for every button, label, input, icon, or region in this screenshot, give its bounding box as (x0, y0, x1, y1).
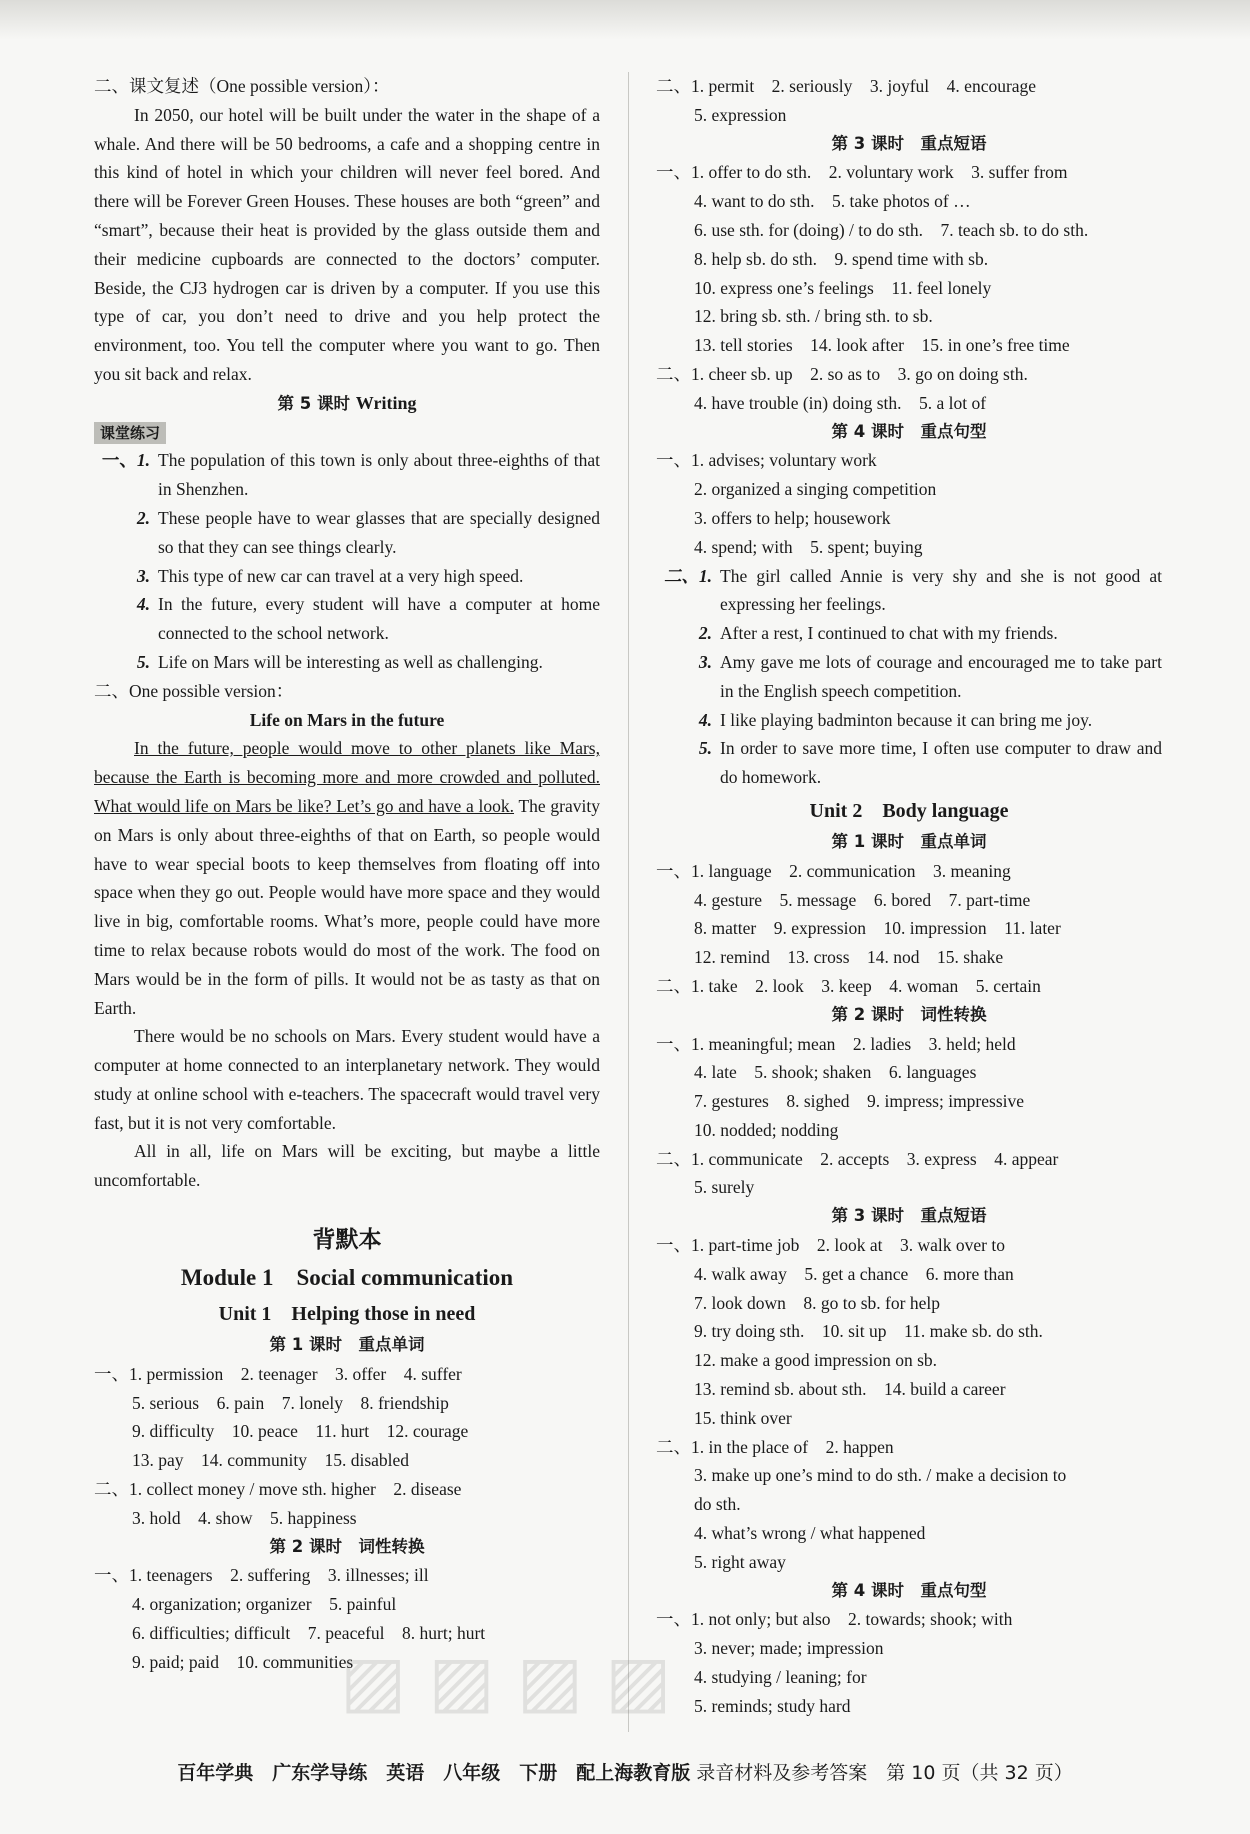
lesson-heading (94, 389, 600, 418)
book-title: 背默本 (312, 1227, 382, 1253)
essay-paragraph (94, 734, 600, 1022)
answer-line: 4. have trouble (in) doing sth. 5. a lot of (694, 392, 987, 413)
answer-line: 9. try doing sth. 10. sit up 11. make sb. do sth. (694, 1321, 1043, 1342)
answer-line: 4. walk away 5. get a chance 6. more than (694, 1263, 1014, 1284)
essay-paragraph: All in all, life on Mars will be exciting, but maybe a little uncomfortable. (94, 1141, 600, 1191)
answer-line: 6. difficulties; difficult 7. peaceful 8. hurt; hurt (132, 1623, 486, 1644)
practice-tag: 课堂练习 (94, 422, 166, 444)
list-item (656, 619, 1162, 648)
lesson-number: 第 5 课时 (277, 393, 351, 413)
answer-block (656, 1231, 1162, 1577)
sentence-list (656, 562, 1162, 792)
section-heading: 二、One possible version： (94, 680, 294, 701)
item-text: Life on Mars will be interesting as well as challenging. (158, 651, 543, 672)
lesson-heading: 第 4 课时 重点句型 (831, 421, 987, 441)
answer-line: 一、1. offer to do sth. 2. voluntary work 3. suffer from (656, 162, 1068, 183)
item-number (94, 590, 158, 648)
item-number (656, 706, 720, 735)
item-text: After a rest, I continued to chat with my friends. (720, 623, 1058, 644)
answer-line: 一、1. teenagers 2. suffering 3. illnesses; ill (94, 1565, 429, 1586)
number-label: 2. (136, 507, 150, 528)
answer-line: 12. remind 13. cross 14. nod 15. shake (694, 947, 1004, 968)
answer-line: 4. organization; organizer 5. painful (132, 1594, 397, 1615)
item-number (94, 648, 158, 677)
answer-line: 5. right away (694, 1551, 786, 1572)
number-label: 4. (698, 709, 712, 730)
answer-line: 4. what’s wrong / what happened (694, 1523, 926, 1544)
answer-line: 4. late 5. shook; shaken 6. languages (694, 1062, 977, 1083)
answer-line: 15. think over (694, 1407, 792, 1428)
answer-block (656, 158, 1162, 417)
answer-line: 一、1. advises; voluntary work (656, 450, 877, 471)
answer-line: 5. expression (694, 104, 787, 125)
number-label: 二、1. (663, 565, 712, 586)
answer-line: 一、1. part-time job 2. look at 3. walk over to (656, 1235, 1005, 1256)
section-prefix: 一、 (101, 450, 137, 471)
lesson-heading: 第 2 课时 词性转换 (269, 1536, 425, 1556)
retell-paragraph: In 2050, our hotel will be built under the water in the shape of a whale. And there will be 50 bedrooms, a cafe and a shopping centre in this kind of hotel in which your children will never feel bored. And there will be Forever Green Houses. These houses are both “green” and “smart”, because their heat is provided by the glass outside them and their medicine cupboards are connected to the doctors’ computer. Beside, the CJ3 hydrogen car is driven by a computer. If you use this type of car, you don’t need to drive and you help protect the environment, too. You tell the computer where you want to go. Then you sit back and relax. (94, 104, 600, 384)
answer-line: 二、1. permit 2. seriously 3. joyful 4. encourage (656, 76, 1037, 96)
list-item (94, 504, 600, 562)
list-item (94, 446, 600, 504)
answer-block (656, 857, 1162, 1001)
answer-line: 3. hold 4. show 5. happiness (132, 1507, 357, 1528)
right-column (656, 72, 1162, 1721)
answer-line: 8. help sb. do sth. 9. spend time with sb. (694, 248, 989, 269)
section-heading: 二、课文复述（One possible version）： (94, 76, 390, 96)
answer-line: 3. offers to help; housework (694, 507, 891, 528)
answer-line: 12. bring sb. sth. / bring sth. to sb. (694, 306, 933, 327)
answer-line: 二、1. in the place of 2. happen (656, 1436, 894, 1457)
item-number (656, 562, 720, 620)
answer-line: 二、1. take 2. look 3. keep 4. woman 5. certain (656, 975, 1041, 996)
practice-tag-row (94, 418, 600, 447)
page-footer (0, 1758, 1250, 1785)
list-item (656, 648, 1162, 706)
answer-line: 9. difficulty 10. peace 11. hurt 12. courage (132, 1421, 469, 1442)
answer-line: 3. make up one’s mind to do sth. / make a decision to (694, 1465, 1067, 1486)
answer-line: 10. express one’s feelings 11. feel lonely (694, 277, 992, 298)
item-text: These people have to wear glasses that are specially designed so that they can see things clearly. (158, 507, 600, 557)
scan-shadow (0, 0, 1250, 40)
left-column (94, 72, 600, 1677)
lesson-heading: 第 3 课时 重点短语 (831, 133, 987, 153)
answer-line: 一、1. not only; but also 2. towards; shook; with (656, 1609, 1013, 1630)
number-label: 2. (698, 623, 712, 644)
answer-line: 4. want to do sth. 5. take photos of … (694, 191, 971, 212)
number-label: 3. (698, 651, 712, 672)
item-number (94, 504, 158, 562)
answer-line: 13. pay 14. community 15. disabled (132, 1450, 410, 1471)
unit-title: Unit 1 Helping those in need (218, 1303, 476, 1326)
item-text: In order to save more time, I often use computer to draw and do homework. (720, 738, 1162, 788)
answer-line: 8. matter 9. expression 10. impression 11. later (694, 918, 1061, 939)
answer-line: 二、1. collect money / move sth. higher 2. disease (94, 1479, 462, 1500)
lesson-heading: 第 1 课时 重点单词 (269, 1335, 425, 1355)
answer-line: 10. nodded; nodding (694, 1119, 839, 1140)
item-text: This type of new car can travel at a very high speed. (158, 565, 524, 586)
list-item (656, 562, 1162, 620)
item-number (656, 734, 720, 792)
answer-line: 4. gesture 5. message 6. bored 7. part-time (694, 889, 1031, 910)
item-text: I like playing badminton because it can bring me joy. (720, 709, 1093, 730)
module-title: Module 1 Social communication (180, 1265, 514, 1291)
number-label: 3. (136, 565, 150, 586)
answer-block (656, 72, 1162, 130)
essay-title: Life on Mars in the future (249, 709, 445, 730)
answer-line: 9. paid; paid 10. communities (132, 1651, 354, 1672)
answer-line: 5. serious 6. pain 7. lonely 8. friendship (132, 1392, 449, 1413)
lesson-heading: 第 4 课时 重点句型 (831, 1580, 987, 1600)
watermark-icon: ▨ ▨ ▨ ▨ (340, 1640, 672, 1722)
answer-line: 6. use sth. for (doing) / to do sth. 7. teach sb. to do sth. (694, 219, 1089, 240)
answer-line: 5. surely (694, 1177, 755, 1198)
answer-line: 4. spend; with 5. spent; buying (694, 536, 923, 557)
item-number (656, 619, 720, 648)
item-text: Amy gave me lots of courage and encouraged me to take part in the English speech competition. (720, 651, 1162, 701)
item-text: The population of this town is only about three-eighths of that in Shenzhen. (158, 450, 600, 500)
essay-paragraph: There would be no schools on Mars. Every student would have a computer at home connected to an interplanetary network. They would study at online school with e-teachers. The spacecraft would travel very fast, but it is not very comfortable. (94, 1026, 600, 1133)
lesson-title: Writing (355, 392, 417, 413)
list-item (94, 562, 600, 591)
answer-line: 7. gestures 8. sighed 9. impress; impressive (694, 1091, 1025, 1112)
item-number (656, 648, 720, 706)
answer-block (94, 1561, 600, 1676)
number-label: 5. (136, 651, 150, 672)
item-number (94, 562, 158, 591)
answer-line: 二、1. communicate 2. accepts 3. express 4. appear (656, 1148, 1059, 1169)
answer-line: 12. make a good impression on sb. (694, 1350, 938, 1371)
essay-rest: The gravity on Mars is only about three-eighths of that on Earth, so people would have to wear special boots to keep themselves from floating off into space when they go out. People would have more space and they would live in big, comfortable rooms. What’s more, people could have more time to relax because robots would do most of the work. The food on Mars would be in the form of pills. It would not be as tasty as that on Earth. (94, 795, 600, 1018)
item-text: The girl called Annie is very shy and she is not good at expressing her feelings. (720, 565, 1162, 615)
answer-line: 5. reminds; study hard (694, 1695, 851, 1716)
lesson-heading: 第 2 课时 词性转换 (831, 1004, 987, 1024)
footer-brand: 百年学典 广东学导练 英语 八年级 下册 配上海教育版 (177, 1762, 691, 1784)
answer-line: 3. never; made; impression (694, 1638, 884, 1659)
lesson-heading: 第 3 课时 重点短语 (831, 1206, 987, 1226)
answer-block (94, 1360, 600, 1533)
answer-line: 一、1. permission 2. teenager 3. offer 4. suffer (94, 1363, 462, 1384)
item-text: In the future, every student will have a computer at home connected to the school network. (158, 594, 600, 644)
column-divider (628, 72, 629, 1732)
answer-line: 4. studying / leaning; for (694, 1667, 867, 1688)
answer-line: 二、1. cheer sb. up 2. so as to 3. go on doing sth. (656, 363, 1028, 384)
number-label: 5. (698, 738, 712, 759)
answer-line: do sth. (694, 1494, 741, 1515)
essay-underlined: In the future, people would move to other planets like Mars, because the Earth is becoming more and more crowded and polluted. What would life on Mars be like? Let’s go and have a look. (94, 738, 600, 816)
answer-block (656, 446, 1162, 561)
number-label: 4. (136, 594, 150, 615)
list-item (656, 706, 1162, 735)
footer-page-info: 录音材料及参考答案 第 10 页（共 32 页） (696, 1762, 1073, 1784)
answer-line: 2. organized a singing competition (694, 479, 937, 500)
list-item (94, 590, 600, 648)
answer-line: 13. tell stories 14. look after 15. in one’s free time (694, 335, 1070, 356)
answer-line: 13. remind sb. about sth. 14. build a career (694, 1379, 1006, 1400)
answer-line: 7. look down 8. go to sb. for help (694, 1292, 940, 1313)
exercise-list (94, 446, 600, 676)
number-label: 1. (136, 450, 150, 471)
answer-block (656, 1030, 1162, 1203)
answer-line: 一、1. meaningful; mean 2. ladies 3. held; held (656, 1033, 1016, 1054)
lesson-heading: 第 1 课时 重点单词 (831, 831, 987, 851)
answer-line: 一、1. language 2. communication 3. meaning (656, 860, 1011, 881)
item-number (94, 446, 158, 504)
list-item (656, 734, 1162, 792)
list-item (94, 648, 600, 677)
answer-block (656, 1605, 1162, 1720)
unit-title: Unit 2 Body language (809, 799, 1009, 822)
